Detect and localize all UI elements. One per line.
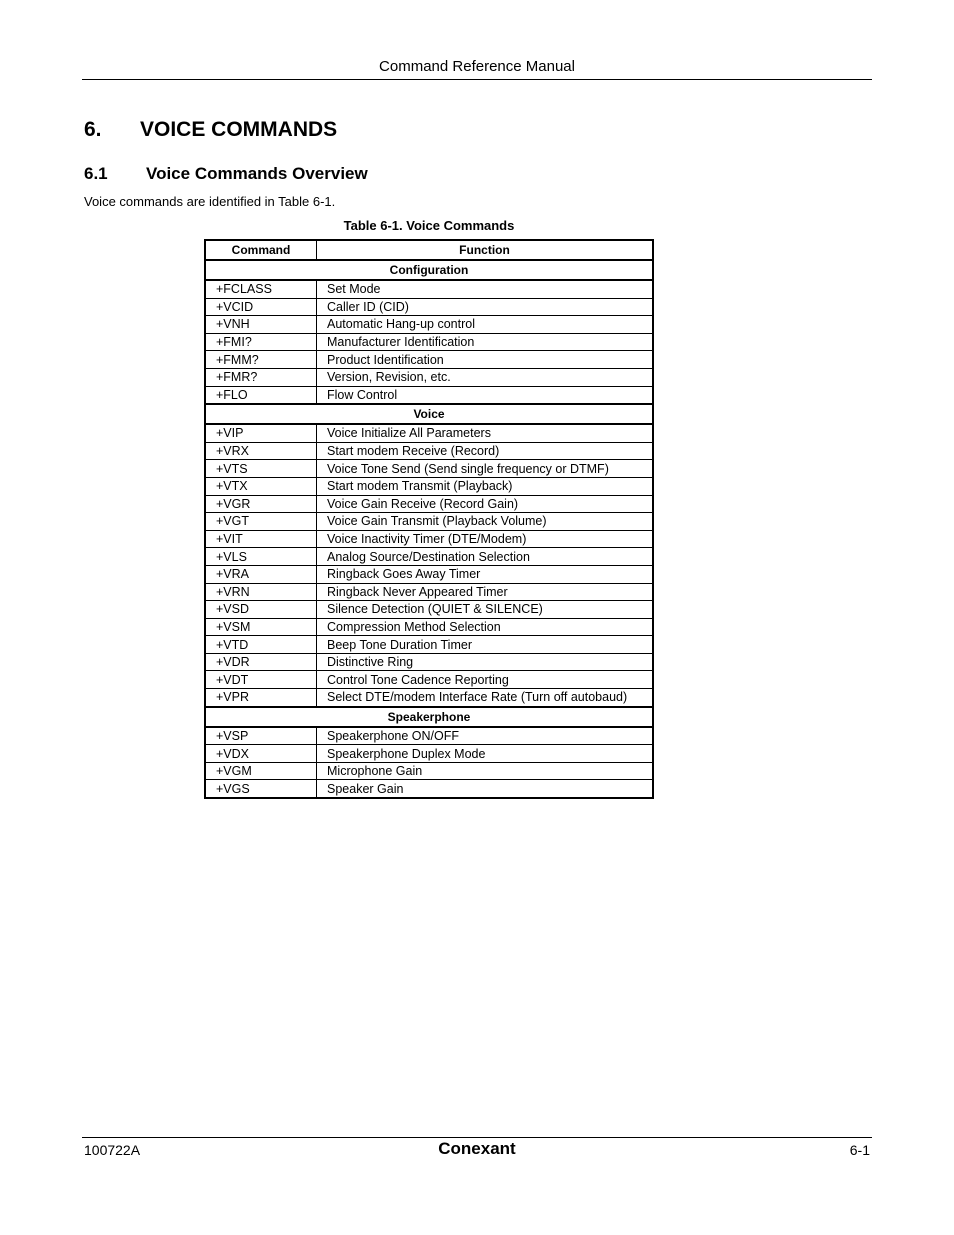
function-cell: Automatic Hang-up control (317, 316, 654, 334)
table-row (205, 565, 653, 583)
table-row (205, 477, 653, 495)
command-cell: +VPR (205, 689, 317, 707)
function-cell: Speaker Gain (317, 780, 654, 798)
table-row (205, 442, 653, 460)
command-cell: +VGS (205, 780, 317, 798)
command-cell: +VRX (205, 442, 317, 460)
function-cell: Select DTE/modem Interface Rate (Turn off autobaud) (317, 689, 654, 707)
function-cell: Product Identification (317, 351, 654, 369)
table-section-row (205, 404, 653, 424)
table-row (205, 601, 653, 619)
command-cell: +VSP (205, 727, 317, 745)
table-row (205, 280, 653, 298)
command-cell: +VIP (205, 424, 317, 442)
column-header-function: Function (317, 240, 654, 260)
function-cell: Manufacturer Identification (317, 333, 654, 351)
footer-company: Conexant (438, 1139, 516, 1158)
table-row (205, 316, 653, 334)
section-label: Configuration (205, 260, 653, 280)
command-cell: +FMM? (205, 351, 317, 369)
table-row (205, 671, 653, 689)
table-row (205, 618, 653, 636)
command-cell: +VCID (205, 298, 317, 316)
table-row (205, 780, 653, 798)
table-section-row (205, 707, 653, 727)
table-row (205, 745, 653, 763)
command-cell: +VDR (205, 653, 317, 671)
table-row (205, 548, 653, 566)
command-cell: +FCLASS (205, 280, 317, 298)
table-row (205, 460, 653, 478)
function-cell: Voice Tone Send (Send single frequency or DTMF) (317, 460, 654, 478)
command-cell: +VTD (205, 636, 317, 654)
command-cell: +VGR (205, 495, 317, 513)
command-cell: +VRA (205, 565, 317, 583)
function-cell: Microphone Gain (317, 762, 654, 780)
function-cell: Flow Control (317, 386, 654, 404)
function-cell: Beep Tone Duration Timer (317, 636, 654, 654)
table-body (205, 260, 653, 798)
table-section-row (205, 260, 653, 280)
intro-paragraph: Voice commands are identified in Table 6-1. (84, 194, 336, 209)
command-cell: +VIT (205, 530, 317, 548)
command-cell: +VGT (205, 513, 317, 531)
function-cell: Silence Detection (QUIET & SILENCE) (317, 601, 654, 619)
command-cell: +VDT (205, 671, 317, 689)
footer-rule (82, 1137, 872, 1138)
function-cell: Voice Initialize All Parameters (317, 424, 654, 442)
chapter-number: 6. (84, 118, 102, 141)
function-cell: Version, Revision, etc. (317, 368, 654, 386)
table-row (205, 513, 653, 531)
table-caption: Table 6-1. Voice Commands (343, 218, 515, 233)
command-cell: +VNH (205, 316, 317, 334)
table-row (205, 333, 653, 351)
footer-page-number: 6-1 (849, 1142, 870, 1158)
table-row (205, 495, 653, 513)
table-row (205, 298, 653, 316)
function-cell: Start modem Transmit (Playback) (317, 477, 654, 495)
chapter-heading (84, 118, 337, 142)
section-label: Speakerphone (205, 707, 653, 727)
table-row (205, 424, 653, 442)
function-cell: Voice Gain Transmit (Playback Volume) (317, 513, 654, 531)
function-cell: Set Mode (317, 280, 654, 298)
section-title: Voice Commands Overview (146, 164, 368, 183)
function-cell: Voice Gain Receive (Record Gain) (317, 495, 654, 513)
chapter-title: VOICE COMMANDS (140, 118, 338, 141)
command-cell: +FLO (205, 386, 317, 404)
function-cell: Ringback Never Appeared Timer (317, 583, 654, 601)
table-row (205, 762, 653, 780)
function-cell: Ringback Goes Away Timer (317, 565, 654, 583)
table-row (205, 530, 653, 548)
section-number: 6.1 (84, 164, 108, 183)
voice-commands-table (204, 239, 654, 799)
command-cell: +VTS (205, 460, 317, 478)
function-cell: Analog Source/Destination Selection (317, 548, 654, 566)
table-row (205, 636, 653, 654)
command-cell: +VRN (205, 583, 317, 601)
function-cell: Distinctive Ring (317, 653, 654, 671)
table-header-row (205, 240, 653, 260)
command-cell: +VTX (205, 477, 317, 495)
function-cell: Compression Method Selection (317, 618, 654, 636)
section-label: Voice (205, 404, 653, 424)
command-cell: +VSD (205, 601, 317, 619)
table-row (205, 386, 653, 404)
table-row (205, 653, 653, 671)
table-row (205, 727, 653, 745)
command-cell: +FMR? (205, 368, 317, 386)
function-cell: Control Tone Cadence Reporting (317, 671, 654, 689)
function-cell: Speakerphone ON/OFF (317, 727, 654, 745)
column-header-command: Command (205, 240, 317, 260)
command-cell: +VSM (205, 618, 317, 636)
table-row (205, 689, 653, 707)
section-heading (84, 164, 368, 184)
command-cell: +VLS (205, 548, 317, 566)
table-row (205, 368, 653, 386)
function-cell: Caller ID (CID) (317, 298, 654, 316)
table-row (205, 351, 653, 369)
command-cell: +FMI? (205, 333, 317, 351)
function-cell: Start modem Receive (Record) (317, 442, 654, 460)
function-cell: Speakerphone Duplex Mode (317, 745, 654, 763)
table-row (205, 583, 653, 601)
command-cell: +VDX (205, 745, 317, 763)
function-cell: Voice Inactivity Timer (DTE/Modem) (317, 530, 654, 548)
running-header: Command Reference Manual (82, 58, 872, 80)
footer-doc-number: 100722A (84, 1142, 141, 1158)
command-cell: +VGM (205, 762, 317, 780)
